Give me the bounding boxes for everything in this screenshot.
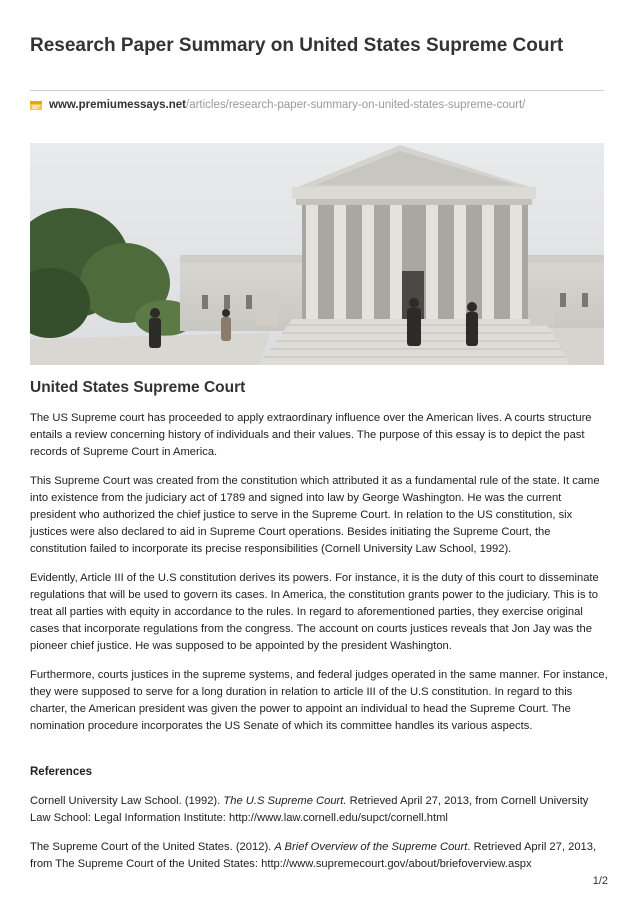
article-body [30, 410, 608, 747]
title-divider [30, 90, 604, 91]
reference-title: The U.S Supreme Court. [223, 795, 347, 807]
page-number: 1/2 [592, 875, 608, 887]
references-section [30, 766, 608, 885]
references-heading: References [30, 766, 93, 778]
document-title: Research Paper Summary on United States Supreme Court [30, 35, 564, 56]
section-heading: United States Supreme Court [30, 379, 246, 396]
paragraph: The US Supreme court has proceeded to apply extraordinary influence over the American lives. A courts structure entails a review concerning history of individuals and their values. The purpose of this essay is to depict the past records of Supreme Court in America. [30, 412, 592, 458]
paragraph: Evidently, Article III of the U.S constitution derives its powers. For instance, it is the duty of this court to disseminate regulations that will be used to govern its cases. In America, the constitution grants power to the judiciary. This is to treat all parties with equity in accordance to the rules. In regard to aforementioned parties, they exercise original cases that incorporate regulations from the congress. The account on courts justices reveals that Jon Jay was the pioneer chief justice. He was supposed to be appointed by the president Washington. [30, 572, 599, 652]
reference-item: The Supreme Court of the United States. (2012). A Brief Overview of the Supreme Court. Retrieved April 27, 2013, from The Supreme Court of the United States: http://www.supremecourt.gov/about/briefoverview.aspx [30, 841, 597, 870]
reference-title: A Brief Overview of the Supreme Court [274, 841, 468, 853]
rss-icon [30, 100, 43, 111]
supreme-court-photo [30, 143, 604, 365]
source-url[interactable] [30, 97, 525, 113]
url-domain[interactable]: www.premiumessays.net [49, 99, 186, 111]
paragraph: This Supreme Court was created from the constitution which attributed it as a fundamental rule of the state. It came into existence from the judiciary act of 1789 and signed into law by George Washington. He was the current president who authorized the chief justice to serve in the Supreme Court. In relation to the US constitution, six justices were also declared to aid in Supreme Court operations. Besides initiating the Supreme Court, the constitution failed to incorporate its precise responsibilities (Cornell University Law School, 1992). [30, 475, 600, 555]
reference-item: Cornell University Law School. (1992). The U.S Supreme Court. Retrieved April 27, 2013, from Cornell University Law School: Legal Information Institute: http://www.law.cornell.edu/supct/cornell.html [30, 795, 589, 824]
url-path[interactable]: /articles/research-paper-summary-on-united-states-supreme-court/ [186, 99, 526, 111]
paragraph: Furthermore, courts justices in the supreme systems, and federal judges operated in the same manner. For instance, they were supposed to serve for a long duration in relation to article III of the U.S constitution. In regard to this charter, the American president was given the power to appoint an individual to head the Supreme Court. The nomination procedure incorporates the US Senate of which its committee handles its various aspects. [30, 669, 608, 732]
